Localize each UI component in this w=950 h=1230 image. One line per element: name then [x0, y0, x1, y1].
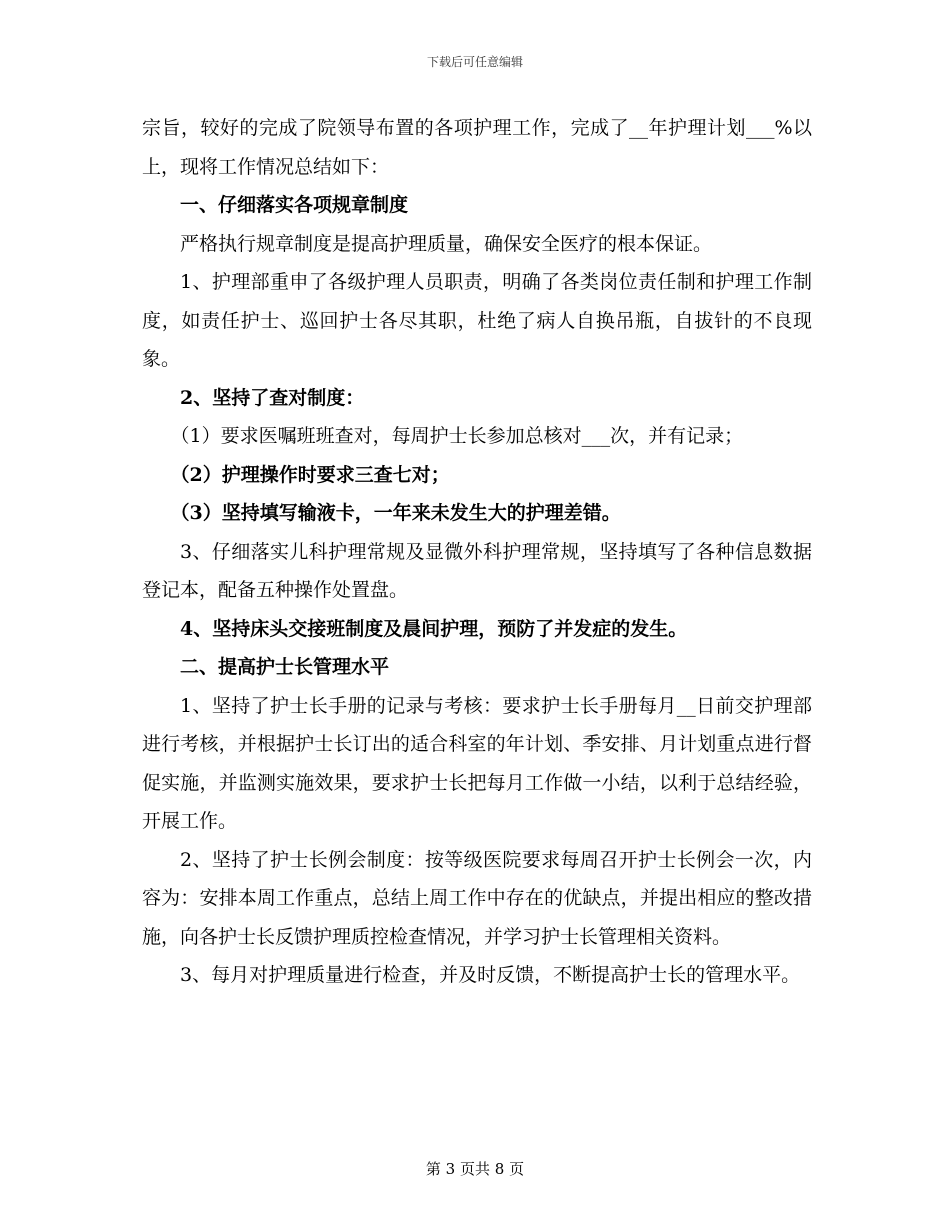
paragraph: 2、坚持了护士长例会制度：按等级医院要求每周召开护士长例会一次，内容为：安排本周工作重点，总结上周工作中存在的优缺点，并提出相应的整改措施，向各护士长反馈护理质控检查情况，并学习护士长管理相关资料。	[142, 848, 812, 948]
subheading-check-system: 2、坚持了查对制度：	[180, 386, 365, 409]
section-heading-1: 一、仔细落实各项规章制度	[180, 194, 409, 216]
paragraph: 3、每月对护理质量进行检查，并及时反馈，不断提高护士长的管理水平。	[180, 964, 801, 986]
paragraph-bold: （3）坚持填写输液卡，一年来未发生大的护理差错。	[170, 502, 621, 524]
paragraph-intro-continued: 宗旨，较好的完成了院领导布置的各项护理工作，完成了__年护理计划___%以上，现将工作情况总结如下：	[142, 117, 812, 178]
paragraph: 1、护理部重申了各级护理人员职责，明确了各类岗位责任制和护理工作制度，如责任护士、巡回护士各尽其职，杜绝了病人自换吊瓶，自拔针的不良现象。	[142, 271, 812, 370]
page-header: 下载后可任意编辑	[426, 55, 523, 69]
paragraph: 严格执行规章制度是提高护理质量，确保安全医疗的根本保证。	[180, 232, 713, 255]
paragraph-bold: 4、坚持床头交接班制度及晨间护理，预防了并发症的发生。	[180, 617, 688, 640]
paragraph: 3、仔细落实儿科护理常规及显微外科护理常规，坚持填写了各种信息数据登记本，配备五种操作处置盘。	[142, 540, 812, 601]
paragraph: 1、坚持了护士长手册的记录与考核：要求护士长手册每月__日前交护理部进行考核，并根据护士长订出的适合科室的年计划、季安排、月计划重点进行督促实施，并监测实施效果，要求护士长把每月工作做一小结，以利于总结经验，开展工作。	[142, 694, 812, 832]
section-heading-2: 二、提高护士长管理水平	[180, 656, 390, 678]
page-number-footer: 第 3 页共 8 页	[425, 1160, 525, 1178]
paragraph: （1）要求医嘱班班查对，每周护士长参加总核对___次，并有记录；	[170, 425, 744, 447]
paragraph-bold: （2）护理操作时要求三查七对；	[170, 463, 450, 486]
document-body	[142, 109, 812, 995]
